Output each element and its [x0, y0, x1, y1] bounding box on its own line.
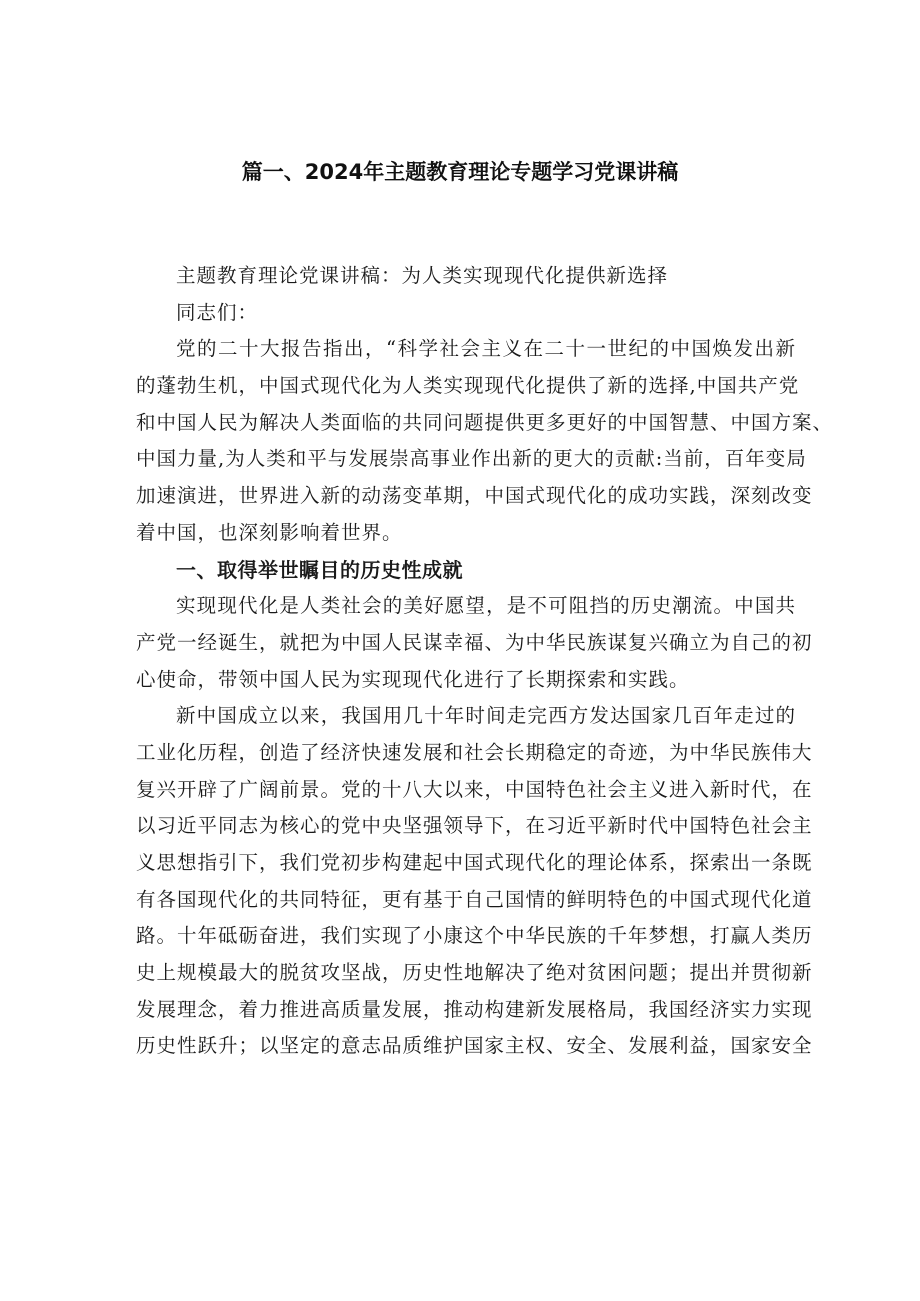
paragraph-line: 和中国人民为解决人类面临的共同问题提供更多更好的中国智慧、中国方案、: [136, 410, 834, 434]
paragraph-2: [136, 588, 813, 698]
paragraph-line: 义思想指引下，我们党初步构建起中国式现代化的理论体系，探索出一条既: [136, 851, 813, 874]
paragraph-line: 心使命，带领中国人民为实现现代化进行了长期探索和实践。: [136, 667, 690, 691]
section-heading: 一、取得举世瞩目的历史性成就: [176, 557, 463, 582]
paragraph-line: 实现现代化是人类社会的美好愿望，是不可阻挡的历史潮流。中国共: [176, 594, 796, 618]
document-body: [136, 258, 834, 1065]
paragraph-line: 发展理念，着力推进高质量发展，推动构建新发展格局，我国经济实力实现: [136, 997, 813, 1021]
paragraph-1: [136, 331, 834, 551]
paragraph-line: 路。十年砥砺奋进，我们实现了小康这个中华民族的千年梦想，打赢人类历: [136, 924, 813, 948]
paragraph-line: 复兴开辟了广阔前景。党的十八大以来，中国特色社会主义进入新时代，在: [136, 777, 813, 801]
paragraph-line: 历史性跃升；以坚定的意志品质维护国家主权、安全、发展利益，国家安全: [136, 1034, 813, 1058]
paragraph-line: 的蓬勃生机，中国式现代化为人类实现现代化提供了新的选择,中国共产党: [136, 374, 800, 398]
document-subtitle: 主题教育理论党课讲稿：为人类实现现代化提供新选择: [176, 264, 669, 287]
paragraph-line: 工业化历程，创造了经济快速发展和社会长期稳定的奇迹，为中华民族伟大: [136, 740, 813, 764]
paragraph-line: 着中国，也深刻影响着世界。: [136, 520, 403, 544]
paragraph-line: 有各国现代化的共同特征，更有基于自己国情的鲜明特色的中国式现代化道: [136, 887, 813, 911]
paragraph-3: [136, 698, 813, 1065]
salutation: 同志们：: [176, 300, 259, 324]
paragraph-line: 产党一经诞生，就把为中国人民谋幸福、为中华民族谋复兴确立为自己的初: [136, 630, 813, 654]
paragraph-line: 史上规模最大的脱贫攻坚战，历史性地解决了绝对贫困问题；提出并贯彻新: [136, 961, 813, 985]
paragraph-line: 以习近平同志为核心的党中央坚强领导下，在习近平新时代中国特色社会主: [136, 814, 813, 838]
paragraph-line: 新中国成立以来，我国用几十年时间走完西方发达国家几百年走过的: [176, 704, 796, 728]
paragraph-line: 党的二十大报告指出，“科学社会主义在二十一世纪的中国焕发出新: [176, 337, 796, 361]
document-title: 篇一、2024年主题教育理论专题学习党课讲稿: [241, 160, 679, 184]
paragraph-line: 中国力量,为人类和平与发展崇高事业作出新的更大的贡献:当前，百年变局: [136, 447, 807, 471]
paragraph-line: 加速演进，世界进入新的动荡变革期，中国式现代化的成功实践，深刻改变: [136, 484, 813, 508]
